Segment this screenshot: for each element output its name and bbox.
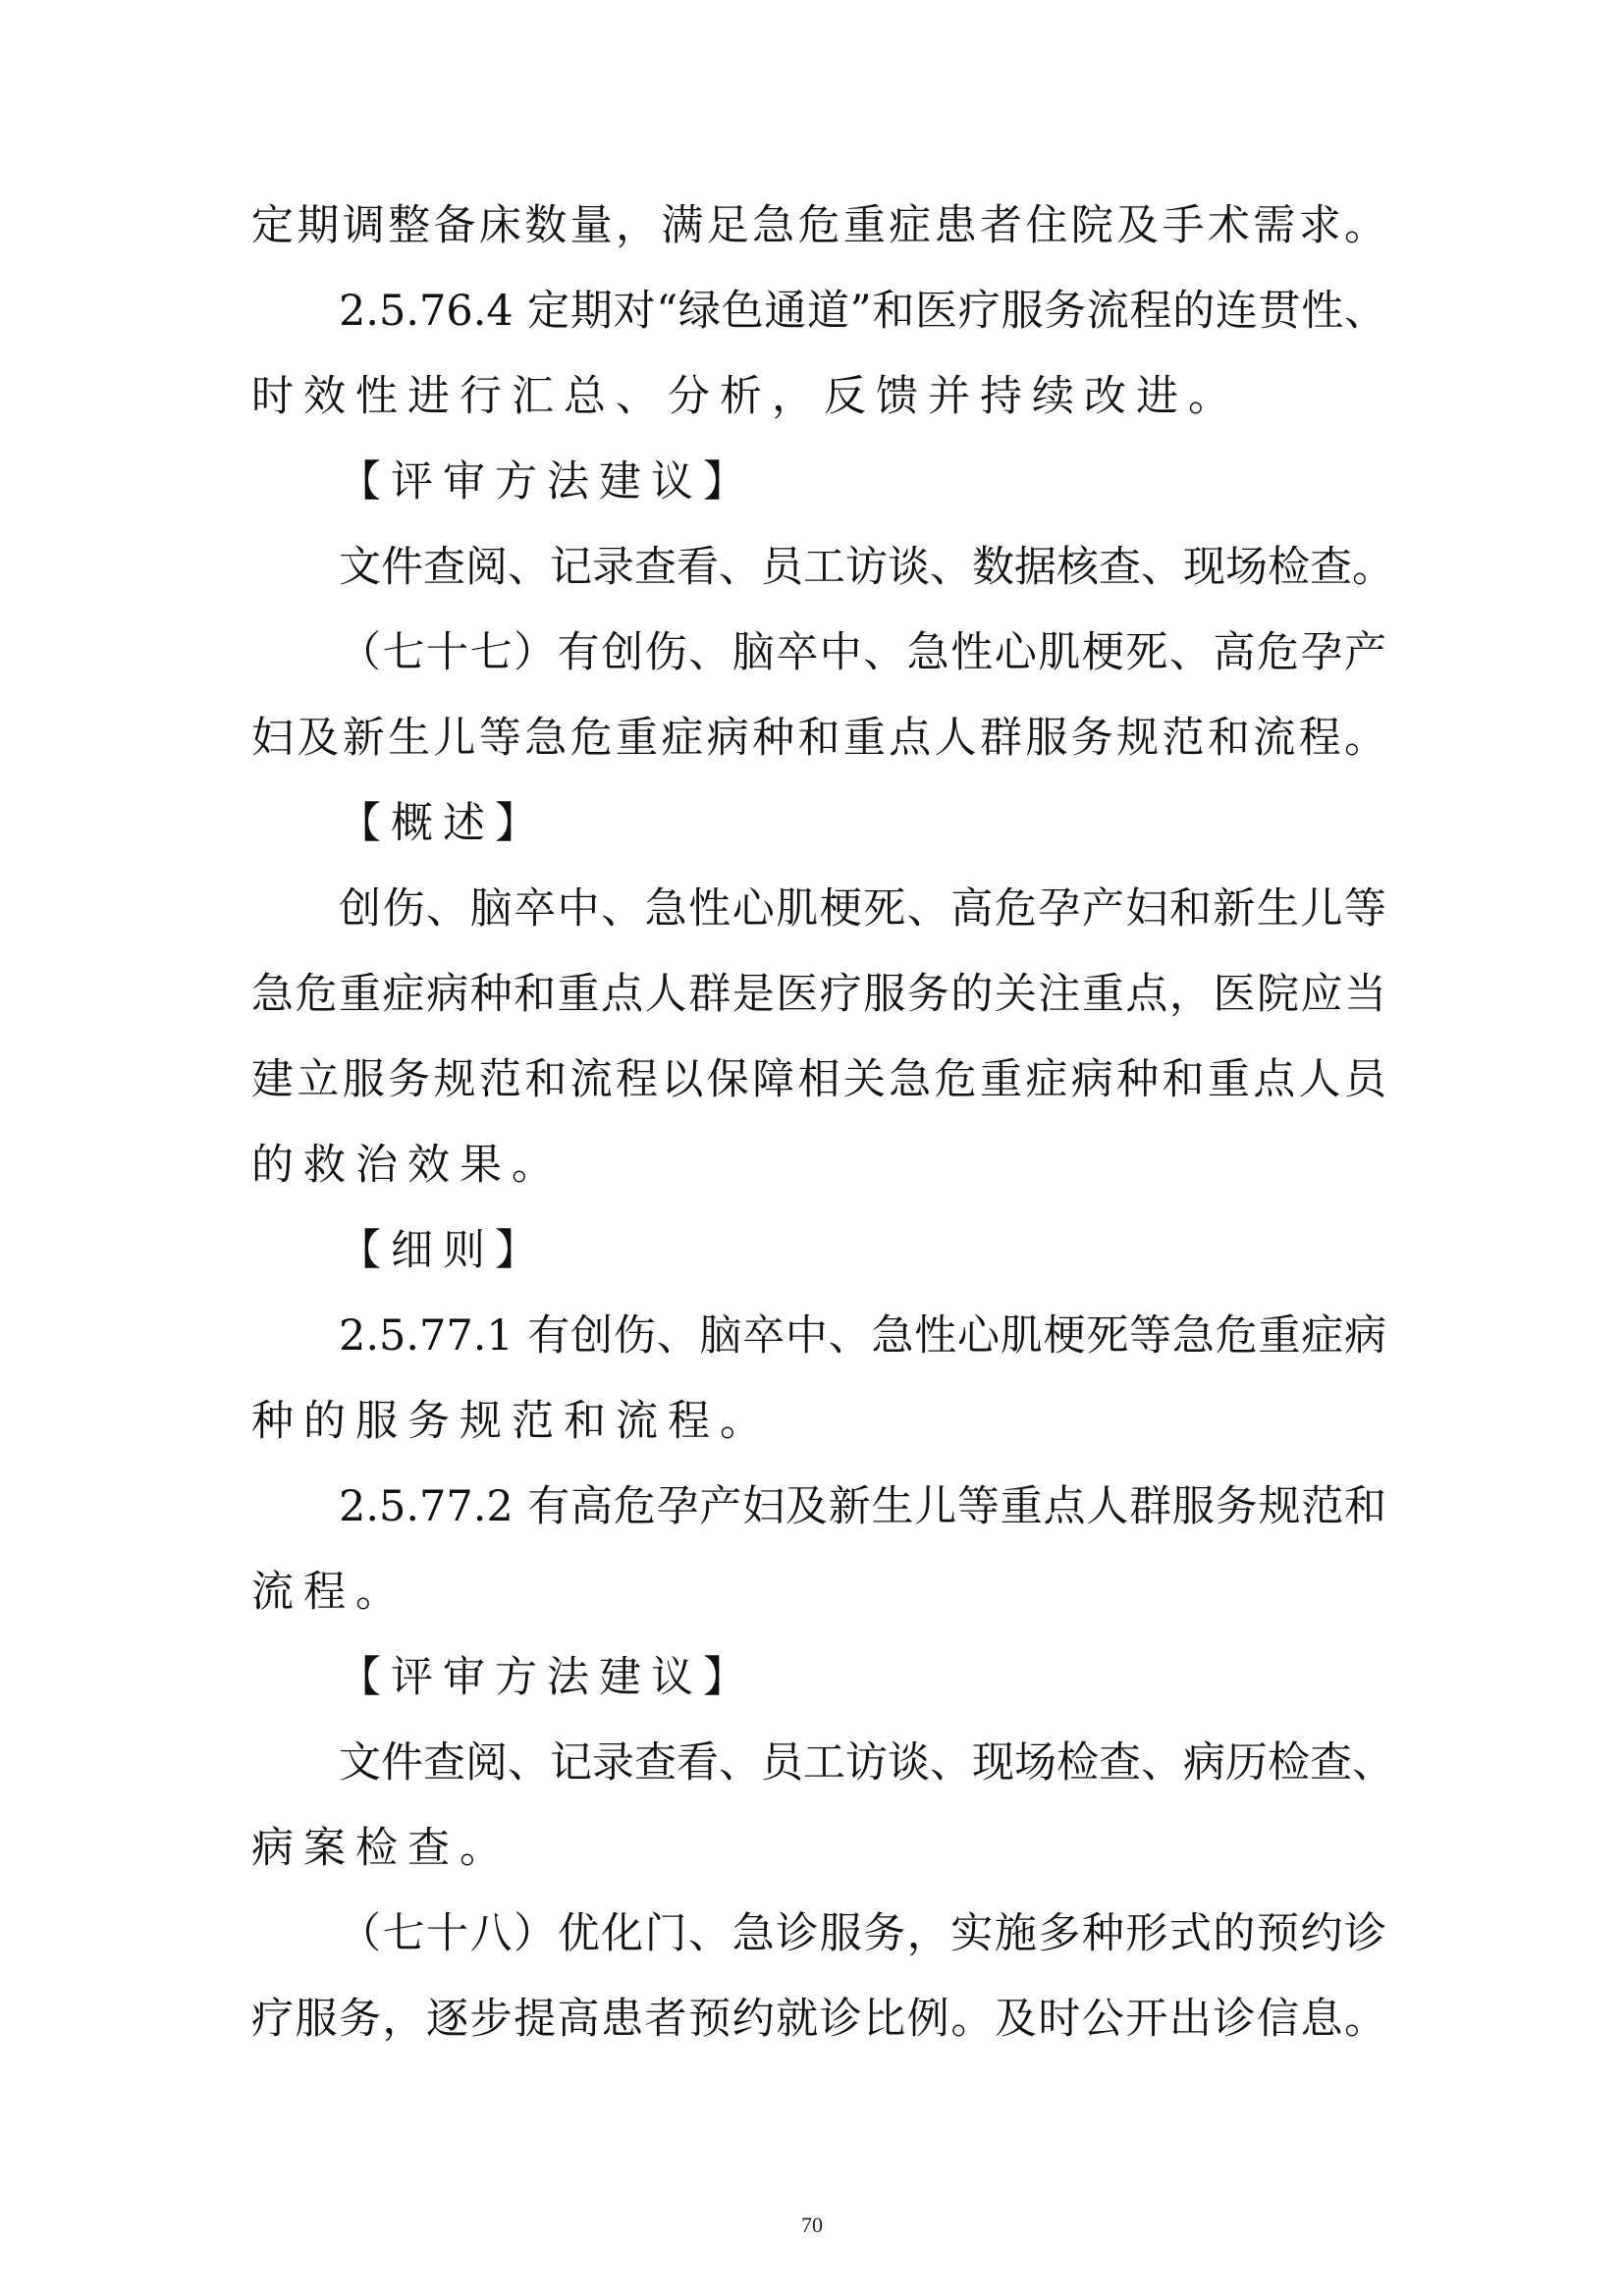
body-line-1: 定期调整备床数量，满足急危重症患者住院及手术需求。 (251, 201, 1386, 250)
item-77-title: （七十七）有创伤、脑卒中、急性心肌梗死、高危孕产 (339, 628, 1386, 677)
item-78-title-cont: 疗服务，逐步提高患者预约就诊比例。及时公开出诊信息。 (251, 1995, 1386, 2044)
item-78-title: （七十八）优化门、急诊服务，实施多种形式的预约诊 (339, 1909, 1386, 1958)
rules-heading: 【细则】 (339, 1226, 547, 1275)
review-method-heading-2: 【评审方法建议】 (339, 1653, 755, 1702)
body-line-3: 时效性进行汇总、分析，反馈并持续改进。 (251, 372, 1240, 421)
section-2-5-77-1: 2.5.77.1 有创伤、脑卒中、急性心肌梗死等急危重症病 (339, 1311, 1386, 1361)
overview-text: 创伤、脑卒中、急性心肌梗死、高危孕产妇和新生儿等 (339, 884, 1386, 934)
overview-text-cont-3: 的救治效果。 (251, 1141, 564, 1190)
review-method-text-2-cont: 病案检查。 (251, 1824, 512, 1873)
overview-heading: 【概述】 (339, 799, 547, 848)
review-method-heading: 【评审方法建议】 (339, 457, 755, 507)
item-77-title-cont: 妇及新生儿等急危重症病种和重点人群服务规范和流程。 (251, 714, 1386, 763)
review-method-text: 文件查阅、记录查看、员工访谈、数据核查、现场检查。 (339, 543, 1394, 592)
overview-text-cont-1: 急危重症病种和重点人群是医疗服务的关注重点，医院应当 (251, 970, 1386, 1019)
section-2-5-77-2-cont: 流程。 (251, 1568, 407, 1617)
section-2-5-77-1-cont: 种的服务规范和流程。 (251, 1397, 772, 1446)
section-2-5-77-2: 2.5.77.2 有高危孕产妇及新生儿等重点人群服务规范和 (339, 1482, 1386, 1531)
overview-text-cont-2: 建立服务规范和流程以保障相关急危重症病种和重点人员 (251, 1055, 1386, 1104)
review-method-text-2: 文件查阅、记录查看、员工访谈、现场检查、病历检查、 (339, 1738, 1394, 1788)
page-number: 70 (801, 2213, 823, 2237)
section-2-5-76-4: 2.5.76.4 定期对“绿色通道”和医疗服务流程的连贯性、 (339, 287, 1386, 336)
